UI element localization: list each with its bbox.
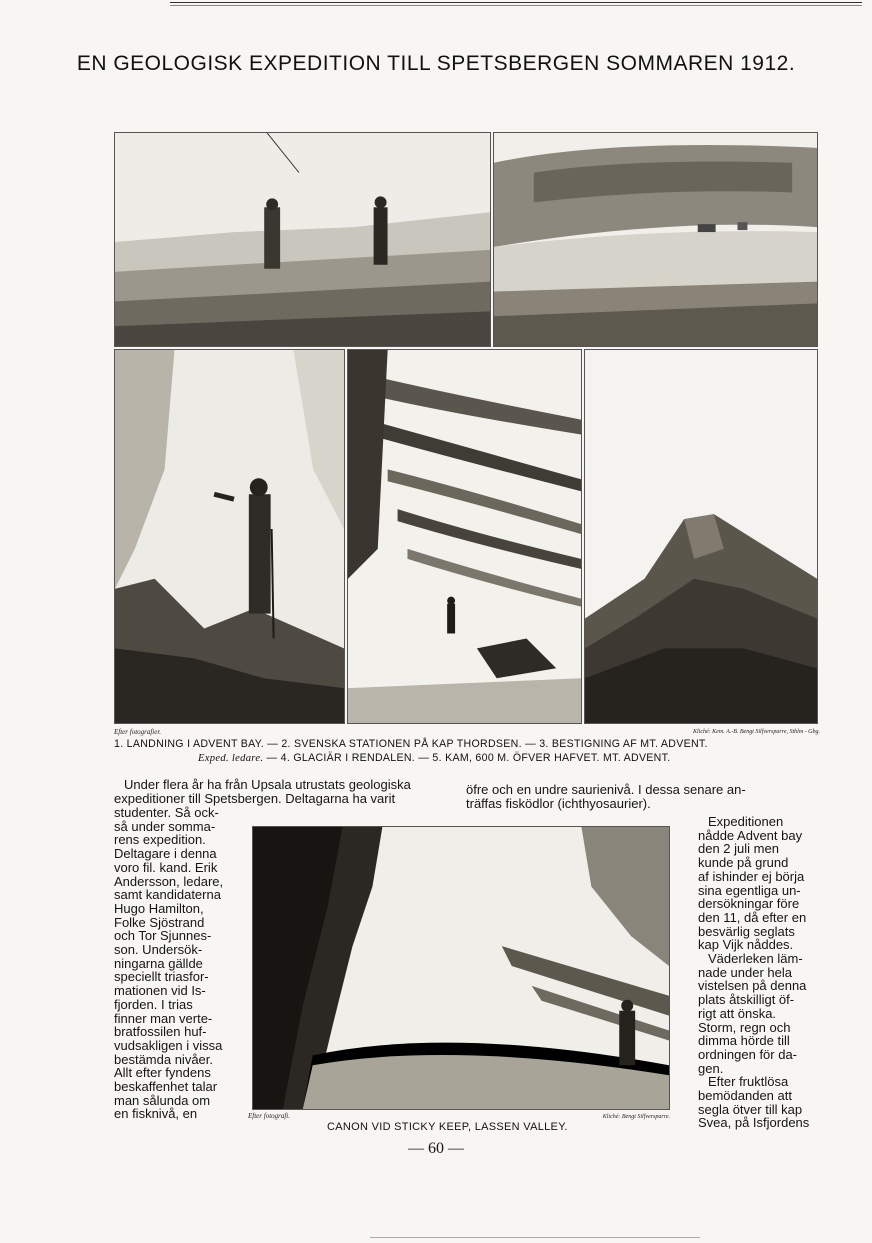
text-line: kunde på grund — [698, 855, 789, 871]
text-line: samt kandidaterna — [114, 887, 221, 903]
page-title: EN GEOLOGISK EXPEDITION TILL SPETSBERGEN SOMMAREN 1912. — [76, 52, 796, 75]
text-line: dersökningar före — [698, 896, 800, 912]
text-line: Väderleken läm- — [708, 951, 803, 967]
text-line: den 11, då efter en — [698, 909, 807, 925]
text-line: den 2 juli men — [698, 841, 779, 857]
text-line: vistelsen på denna — [698, 978, 807, 994]
article-left-column — [114, 806, 250, 1121]
text-line: och Tor Sjunnes- — [114, 928, 212, 944]
top-rule-thin — [170, 5, 862, 6]
text-line: ningarna gällde — [114, 955, 203, 971]
text-line: sina egentliga un- — [698, 882, 801, 898]
intro-line: Under flera år ha från Upsala utrustats geologiska — [124, 777, 411, 792]
text-line: Storm, regn och — [698, 1019, 791, 1035]
intro-line: öfre och en undre saurienivå. I dessa senare an- — [466, 782, 746, 797]
photo-caption: CANON VID STICKY KEEP, LASSEN VALLEY. — [327, 1121, 568, 1133]
photo-credit-left: Efter fotografi. — [248, 1112, 290, 1120]
text-line: Efter fruktlösa — [708, 1074, 789, 1090]
photo-credit-right: Kliché: Bengt Silfversparre. — [602, 1114, 670, 1120]
bottom-rule — [370, 1237, 700, 1238]
figure-caption-line2 — [198, 752, 670, 764]
text-line: mationen vid Is- — [114, 983, 206, 999]
text-line: rigt att önska. — [698, 1005, 777, 1021]
text-line: vudsakligen i vissa — [114, 1037, 223, 1053]
text-line: fjorden. I trias — [114, 996, 193, 1012]
text-line: bestämda nivåer. — [114, 1051, 214, 1067]
text-line: nådde Advent bay — [698, 827, 803, 843]
text-line: segla ötver till kap — [698, 1101, 803, 1117]
caption-leader-note: Exped. ledare. — [198, 753, 264, 764]
text-line: beskaffenhet talar — [114, 1079, 218, 1095]
text-line: plats åtskilligt öf- — [698, 992, 795, 1008]
photo-bestigning-mt-advent — [114, 349, 345, 724]
text-line: Folke Sjöstrand — [114, 914, 205, 930]
text-line: Andersson, ledare, — [114, 873, 224, 889]
text-line: Hugo Hamilton, — [114, 900, 204, 916]
top-rule — [170, 2, 862, 3]
text-line: Expeditionen — [708, 814, 784, 829]
text-line: man sålunda om — [114, 1092, 211, 1108]
intro-line: expeditioner till Spetsbergen. Deltagarna ha varit — [114, 790, 396, 806]
text-line: af ishinder ej börja — [698, 868, 805, 884]
photo-kam-600-m — [584, 349, 818, 724]
photo-glaciar-i-rendalen — [347, 349, 582, 724]
text-line: Svea, på Isfjordens — [698, 1115, 810, 1131]
text-line: Deltagare i denna — [114, 846, 217, 862]
text-line: bemödanden att — [698, 1088, 792, 1104]
text-line: gen. — [698, 1060, 724, 1076]
text-line: nade under hela — [698, 964, 792, 980]
figure-credit-right: Kliché: Kem. A.-B. Bengt Silfversparre, Sthlm - Gbg. — [693, 729, 820, 735]
text-line: finner man verte- — [114, 1010, 213, 1026]
intro-line: träffas fisködlor (ichthyosaurier). — [466, 795, 651, 811]
figure-caption-line1: 1. LANDNING I ADVENT BAY. — 2. SVENSKA STATIONEN PÅ KAP THORDSEN. — 3. BESTIGNING AF MT. ADVENT. — [114, 738, 708, 750]
text-line: son. Undersök- — [114, 942, 203, 958]
article-right-column — [698, 815, 820, 1130]
text-line: studenter. Så ock- — [114, 805, 219, 820]
text-line: så under somma- — [114, 818, 216, 834]
text-line: ordningen för da- — [698, 1046, 798, 1062]
text-line: rens expedition. — [114, 832, 206, 848]
article-intro-right — [466, 783, 820, 810]
page-number: — 60 — — [408, 1140, 464, 1157]
text-line: voro fil. kand. Erik — [114, 859, 218, 875]
text-line: en fisknivå, en — [114, 1106, 198, 1122]
text-line: speciellt triasfor- — [114, 969, 209, 985]
photo-landing-advent-bay — [114, 132, 491, 347]
text-line: dimma hörde till — [698, 1033, 790, 1049]
photo-svenska-stationen — [493, 132, 818, 347]
text-line: besvärlig seglats — [698, 923, 795, 939]
text-line: Allt efter fyndens — [114, 1065, 211, 1081]
text-line: kap Vijk nåddes. — [698, 937, 794, 953]
text-line: bratfossilen huf- — [114, 1024, 207, 1040]
article-intro-left — [114, 778, 460, 805]
figure-credit-left: Efter fotografier. — [114, 728, 162, 736]
photo-canon-sticky-keep — [252, 826, 670, 1110]
caption-line2-text: — 4. GLACIÄR I RENDALEN. — 5. KAM, 600 M. ÖFVER HAFVET. MT. ADVENT. — [266, 752, 671, 764]
